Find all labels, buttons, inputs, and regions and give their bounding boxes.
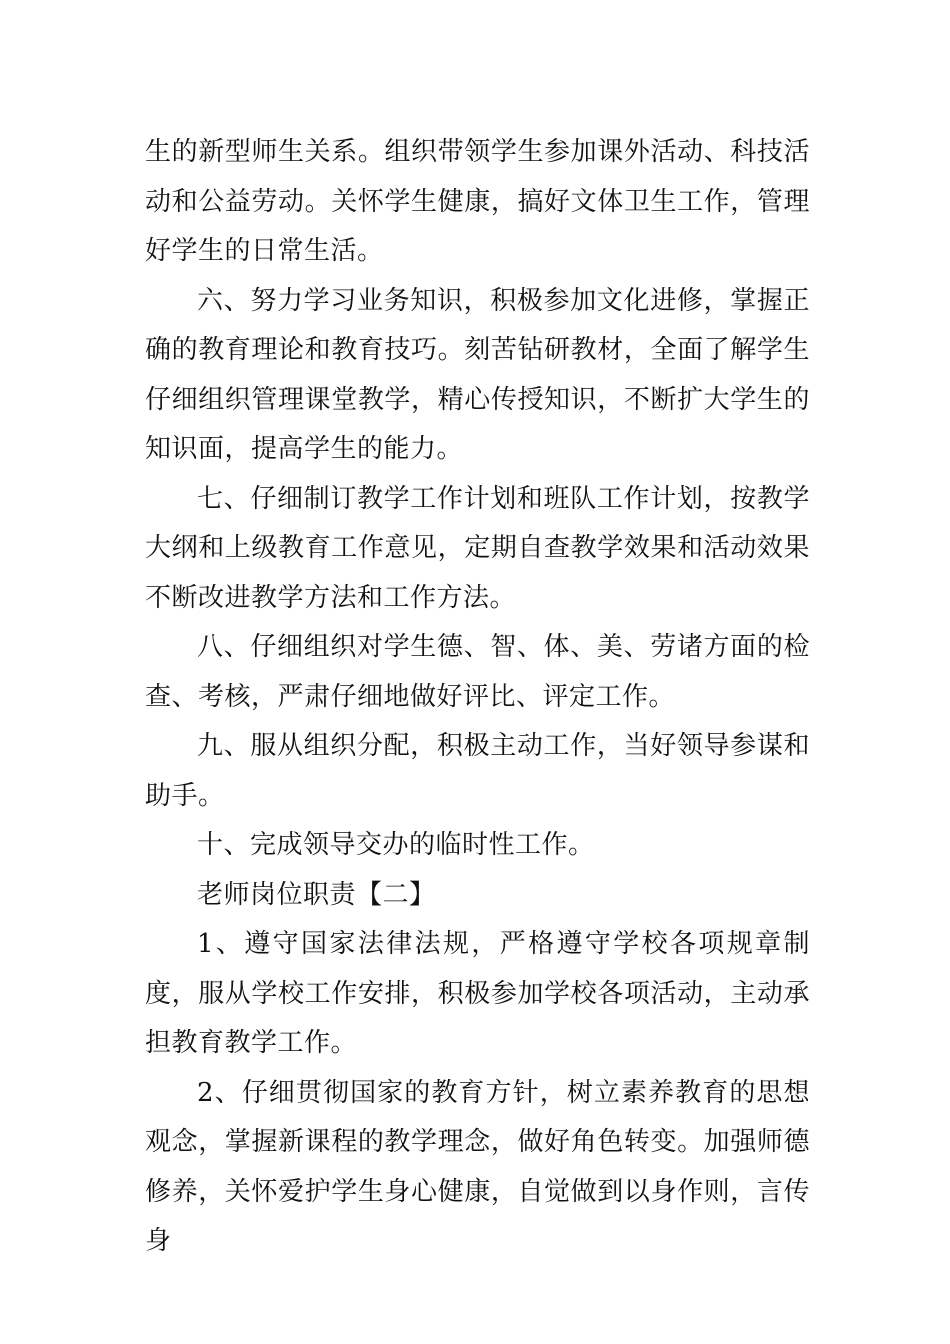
paragraph-item-2: 2、仔细贯彻国家的教育方针，树立素养教育的思想观念，掌握新课程的教学理念，做好角色转变。加强师德修养，关怀爱护学生身心健康，自觉做到以身作则，言传身 — [145, 1077, 810, 1256]
paragraph-continuation: 生的新型师生关系。组织带领学生参加课外活动、科技活动和公益劳动。关怀学生健康，搞好文体卫生工作，管理好学生的日常生活。 — [145, 137, 810, 266]
paragraph-item-9: 九、服从组织分配，积极主动工作，当好领导参谋和助手。 — [145, 731, 810, 811]
section-heading: 老师岗位职责【二】 — [197, 879, 436, 910]
paragraph-item-1: 1、遵守国家法律法规，严格遵守学校各项规章制度，服从学校工作安排，积极参加学校各项活动，主动承担教育教学工作。 — [145, 929, 810, 1058]
paragraph-item-8: 八、仔细组织对学生德、智、体、美、劳诸方面的检查、考核，严肃仔细地做好评比、评定工作。 — [145, 632, 810, 712]
paragraph-item-10: 十、完成领导交办的临时性工作。 — [197, 830, 595, 860]
document-body — [145, 128, 810, 1267]
paragraph-item-6: 六、努力学习业务知识，积极参加文化进修，掌握正确的教育理论和教育技巧。刻苦钻研教材，全面了解学生仔细组织管理课堂教学，精心传授知识，不断扩大学生的知识面，提高学生的能力。 — [145, 285, 810, 464]
paragraph-item-7: 七、仔细制订教学工作计划和班队工作计划，按教学大纲和上级教育工作意见，定期自查教学效果和活动效果不断改进教学方法和工作方法。 — [145, 483, 810, 613]
